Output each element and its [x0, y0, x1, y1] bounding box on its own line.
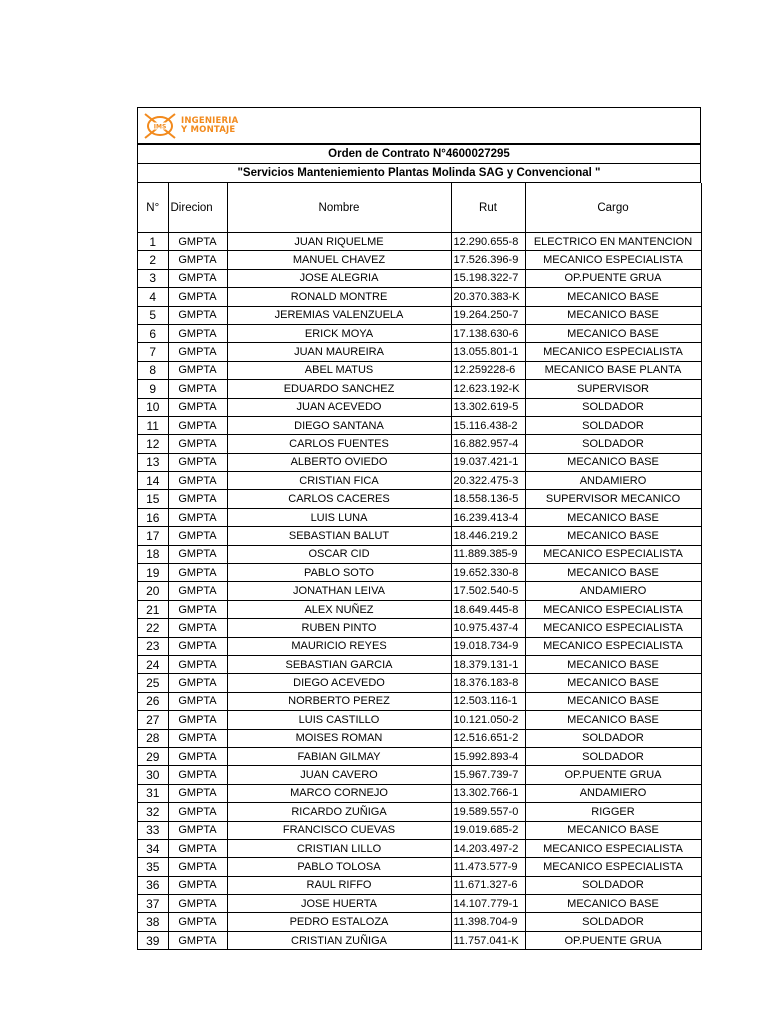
row-rut: 18.446.219.2 — [451, 527, 525, 545]
personnel-table — [138, 183, 702, 950]
row-cargo: MECANICO ESPECIALISTA — [525, 619, 701, 637]
row-cargo: OP.PUENTE GRUA — [525, 931, 701, 949]
row-direccion: GMPTA — [168, 876, 227, 894]
header-rut: Rut — [451, 183, 525, 233]
row-cargo: SOLDADOR — [525, 747, 701, 765]
table-row — [138, 564, 701, 582]
row-number: 5 — [138, 306, 168, 324]
row-direccion: GMPTA — [168, 269, 227, 287]
row-number: 10 — [138, 398, 168, 416]
row-cargo: SOLDADOR — [525, 435, 701, 453]
row-direccion: GMPTA — [168, 453, 227, 471]
table-row — [138, 490, 701, 508]
row-number: 2 — [138, 251, 168, 269]
row-direccion: GMPTA — [168, 380, 227, 398]
row-cargo: RIGGER — [525, 803, 701, 821]
row-rut: 11.398.704-9 — [451, 913, 525, 931]
row-nombre: OSCAR CID — [227, 545, 451, 563]
row-direccion: GMPTA — [168, 637, 227, 655]
row-cargo: OP.PUENTE GRUA — [525, 766, 701, 784]
row-number: 34 — [138, 839, 168, 857]
row-rut: 12.259228-6 — [451, 361, 525, 379]
row-number: 18 — [138, 545, 168, 563]
row-nombre: FRANCISCO CUEVAS — [227, 821, 451, 839]
row-number: 14 — [138, 472, 168, 490]
row-cargo: SUPERVISOR — [525, 380, 701, 398]
row-nombre: ABEL MATUS — [227, 361, 451, 379]
table-row — [138, 343, 701, 361]
row-rut: 17.502.540-5 — [451, 582, 525, 600]
table-body — [138, 233, 701, 950]
row-nombre: MANUEL CHAVEZ — [227, 251, 451, 269]
row-cargo: MECANICO BASE — [525, 692, 701, 710]
table-row — [138, 361, 701, 379]
header-number: N° — [138, 183, 168, 233]
row-number: 11 — [138, 416, 168, 434]
table-header-row — [138, 183, 701, 233]
row-direccion: GMPTA — [168, 508, 227, 526]
row-nombre: PEDRO ESTALOZA — [227, 913, 451, 931]
table-row — [138, 876, 701, 894]
company-logo-icon — [142, 112, 178, 140]
table-row — [138, 251, 701, 269]
table-row — [138, 306, 701, 324]
header-direccion: Direcion — [168, 183, 227, 233]
row-rut: 19.652.330-8 — [451, 564, 525, 582]
header-cargo: Cargo — [525, 183, 701, 233]
row-nombre: JUAN MAUREIRA — [227, 343, 451, 361]
row-direccion: GMPTA — [168, 839, 227, 857]
row-nombre: NORBERTO PEREZ — [227, 692, 451, 710]
row-cargo: MECANICO BASE — [525, 655, 701, 673]
row-number: 24 — [138, 655, 168, 673]
row-nombre: RUBEN PINTO — [227, 619, 451, 637]
row-number: 6 — [138, 324, 168, 342]
row-rut: 20.370.383-K — [451, 288, 525, 306]
row-direccion: GMPTA — [168, 582, 227, 600]
logo-line-2: Y MONTAJE — [181, 124, 236, 135]
row-rut: 12.623.192-K — [451, 380, 525, 398]
row-number: 26 — [138, 692, 168, 710]
header-nombre: Nombre — [227, 183, 451, 233]
row-number: 16 — [138, 508, 168, 526]
row-number: 29 — [138, 747, 168, 765]
row-nombre: MARCO CORNEJO — [227, 784, 451, 802]
row-rut: 16.239.413-4 — [451, 508, 525, 526]
row-direccion: GMPTA — [168, 545, 227, 563]
row-cargo: MECANICO ESPECIALISTA — [525, 545, 701, 563]
logo-line-1: INGENIERIA — [181, 115, 239, 126]
row-direccion: GMPTA — [168, 343, 227, 361]
row-number: 13 — [138, 453, 168, 471]
row-cargo: SOLDADOR — [525, 876, 701, 894]
row-rut: 18.379.131-1 — [451, 655, 525, 673]
row-nombre: FABIAN GILMAY — [227, 747, 451, 765]
row-cargo: SOLDADOR — [525, 416, 701, 434]
table-row — [138, 324, 701, 342]
row-rut: 19.018.734-9 — [451, 637, 525, 655]
row-direccion: GMPTA — [168, 564, 227, 582]
row-number: 31 — [138, 784, 168, 802]
row-direccion: GMPTA — [168, 858, 227, 876]
table-row — [138, 453, 701, 471]
row-rut: 10.975.437-4 — [451, 619, 525, 637]
row-nombre: ALBERTO OVIEDO — [227, 453, 451, 471]
row-nombre: CRISTIAN FICA — [227, 472, 451, 490]
row-nombre: JOSE HUERTA — [227, 895, 451, 913]
table-row — [138, 380, 701, 398]
row-rut: 11.757.041-K — [451, 931, 525, 949]
row-nombre: MOISES ROMAN — [227, 729, 451, 747]
row-number: 30 — [138, 766, 168, 784]
row-direccion: GMPTA — [168, 306, 227, 324]
table-row — [138, 269, 701, 287]
row-cargo: MECANICO BASE — [525, 527, 701, 545]
table-row — [138, 472, 701, 490]
row-cargo: MECANICO BASE — [525, 324, 701, 342]
row-cargo: MECANICO BASE — [525, 453, 701, 471]
row-rut: 15.967.739-7 — [451, 766, 525, 784]
row-rut: 15.198.322-7 — [451, 269, 525, 287]
row-cargo: OP.PUENTE GRUA — [525, 269, 701, 287]
logo-text — [181, 117, 238, 135]
row-nombre: DIEGO ACEVEDO — [227, 674, 451, 692]
contract-sheet — [137, 107, 701, 950]
table-row — [138, 637, 701, 655]
table-row — [138, 435, 701, 453]
row-rut: 12.503.116-1 — [451, 692, 525, 710]
row-rut: 13.302.766-1 — [451, 784, 525, 802]
row-direccion: GMPTA — [168, 600, 227, 618]
row-rut: 19.037.421-1 — [451, 453, 525, 471]
row-number: 20 — [138, 582, 168, 600]
row-number: 15 — [138, 490, 168, 508]
row-rut: 13.302.619-5 — [451, 398, 525, 416]
row-number: 32 — [138, 803, 168, 821]
row-number: 28 — [138, 729, 168, 747]
logo-mark-text: IMS — [153, 122, 167, 130]
row-nombre: PABLO SOTO — [227, 564, 451, 582]
row-cargo: ANDAMIERO — [525, 784, 701, 802]
row-nombre: JEREMIAS VALENZUELA — [227, 306, 451, 324]
row-nombre: LUIS CASTILLO — [227, 711, 451, 729]
logo-row — [138, 108, 701, 144]
row-direccion: GMPTA — [168, 747, 227, 765]
row-nombre: DIEGO SANTANA — [227, 416, 451, 434]
row-rut: 11.473.577-9 — [451, 858, 525, 876]
row-number: 7 — [138, 343, 168, 361]
row-direccion: GMPTA — [168, 398, 227, 416]
table-row — [138, 931, 701, 949]
row-cargo: SUPERVISOR MECANICO — [525, 490, 701, 508]
row-number: 27 — [138, 711, 168, 729]
row-cargo: SOLDADOR — [525, 398, 701, 416]
row-direccion: GMPTA — [168, 324, 227, 342]
row-cargo: MECANICO ESPECIALISTA — [525, 251, 701, 269]
row-rut: 10.121.050-2 — [451, 711, 525, 729]
row-number: 21 — [138, 600, 168, 618]
table-row — [138, 233, 701, 251]
row-rut: 13.055.801-1 — [451, 343, 525, 361]
row-number: 38 — [138, 913, 168, 931]
row-nombre: CARLOS FUENTES — [227, 435, 451, 453]
row-direccion: GMPTA — [168, 821, 227, 839]
row-direccion: GMPTA — [168, 711, 227, 729]
row-nombre: JUAN ACEVEDO — [227, 398, 451, 416]
row-rut: 14.107.779-1 — [451, 895, 525, 913]
table-row — [138, 545, 701, 563]
row-number: 19 — [138, 564, 168, 582]
row-direccion: GMPTA — [168, 361, 227, 379]
row-direccion: GMPTA — [168, 674, 227, 692]
row-rut: 14.203.497-2 — [451, 839, 525, 857]
table-row — [138, 600, 701, 618]
row-rut: 11.671.327-6 — [451, 876, 525, 894]
row-direccion: GMPTA — [168, 288, 227, 306]
row-cargo: MECANICO BASE — [525, 564, 701, 582]
row-rut: 11.889.385-9 — [451, 545, 525, 563]
row-rut: 18.649.445-8 — [451, 600, 525, 618]
row-rut: 12.516.651-2 — [451, 729, 525, 747]
row-direccion: GMPTA — [168, 472, 227, 490]
table-row — [138, 747, 701, 765]
table-row — [138, 729, 701, 747]
row-rut: 17.138.630-6 — [451, 324, 525, 342]
table-row — [138, 288, 701, 306]
row-direccion: GMPTA — [168, 931, 227, 949]
table-row — [138, 858, 701, 876]
row-rut: 20.322.475-3 — [451, 472, 525, 490]
row-direccion: GMPTA — [168, 416, 227, 434]
table-row — [138, 674, 701, 692]
row-number: 22 — [138, 619, 168, 637]
row-direccion: GMPTA — [168, 803, 227, 821]
table-row — [138, 416, 701, 434]
row-cargo: SOLDADOR — [525, 729, 701, 747]
table-row — [138, 766, 701, 784]
row-rut: 18.558.136-5 — [451, 490, 525, 508]
row-nombre: ERICK MOYA — [227, 324, 451, 342]
row-nombre: PABLO TOLOSA — [227, 858, 451, 876]
row-cargo: MECANICO ESPECIALISTA — [525, 858, 701, 876]
row-nombre: MAURICIO REYES — [227, 637, 451, 655]
row-cargo: MECANICO ESPECIALISTA — [525, 343, 701, 361]
contract-subtitle: "Servicios Manteniemiento Plantas Molinda SAG y Convencional " — [138, 164, 701, 183]
row-number: 4 — [138, 288, 168, 306]
row-cargo: SOLDADOR — [525, 913, 701, 931]
table-row — [138, 655, 701, 673]
row-rut: 17.526.396-9 — [451, 251, 525, 269]
row-cargo: MECANICO ESPECIALISTA — [525, 600, 701, 618]
row-number: 8 — [138, 361, 168, 379]
row-nombre: JONATHAN LEIVA — [227, 582, 451, 600]
row-number: 35 — [138, 858, 168, 876]
row-nombre: ALEX NUÑEZ — [227, 600, 451, 618]
row-direccion: GMPTA — [168, 490, 227, 508]
row-cargo: MECANICO ESPECIALISTA — [525, 839, 701, 857]
row-nombre: JUAN CAVERO — [227, 766, 451, 784]
table-row — [138, 398, 701, 416]
row-cargo: MECANICO BASE PLANTA — [525, 361, 701, 379]
row-cargo: ELECTRICO EN MANTENCION — [525, 233, 701, 251]
row-rut: 19.589.557-0 — [451, 803, 525, 821]
row-number: 3 — [138, 269, 168, 287]
row-number: 33 — [138, 821, 168, 839]
row-rut: 16.882.957-4 — [451, 435, 525, 453]
row-direccion: GMPTA — [168, 619, 227, 637]
row-cargo: ANDAMIERO — [525, 472, 701, 490]
row-number: 25 — [138, 674, 168, 692]
row-nombre: CARLOS CACERES — [227, 490, 451, 508]
row-cargo: MECANICO BASE — [525, 895, 701, 913]
table-row — [138, 821, 701, 839]
row-nombre: LUIS LUNA — [227, 508, 451, 526]
row-rut: 19.019.685-2 — [451, 821, 525, 839]
row-nombre: RONALD MONTRE — [227, 288, 451, 306]
row-number: 37 — [138, 895, 168, 913]
table-row — [138, 803, 701, 821]
table-row — [138, 913, 701, 931]
row-direccion: GMPTA — [168, 692, 227, 710]
row-direccion: GMPTA — [168, 655, 227, 673]
row-cargo: MECANICO BASE — [525, 288, 701, 306]
row-number: 9 — [138, 380, 168, 398]
row-direccion: GMPTA — [168, 233, 227, 251]
row-direccion: GMPTA — [168, 527, 227, 545]
row-rut: 18.376.183-8 — [451, 674, 525, 692]
row-rut: 12.290.655-8 — [451, 233, 525, 251]
row-cargo: MECANICO BASE — [525, 306, 701, 324]
contract-title: Orden de Contrato N°4600027295 — [138, 144, 701, 164]
table-row — [138, 692, 701, 710]
row-number: 12 — [138, 435, 168, 453]
row-nombre: SEBASTIAN GARCIA — [227, 655, 451, 673]
row-cargo: ANDAMIERO — [525, 582, 701, 600]
table-row — [138, 895, 701, 913]
row-nombre: EDUARDO SANCHEZ — [227, 380, 451, 398]
row-cargo: MECANICO BASE — [525, 711, 701, 729]
row-nombre: CRISTIAN ZUÑIGA — [227, 931, 451, 949]
row-rut: 15.992.893-4 — [451, 747, 525, 765]
table-row — [138, 711, 701, 729]
row-cargo: MECANICO BASE — [525, 508, 701, 526]
row-cargo: MECANICO BASE — [525, 674, 701, 692]
row-direccion: GMPTA — [168, 435, 227, 453]
row-direccion: GMPTA — [168, 913, 227, 931]
row-nombre: JOSE ALEGRIA — [227, 269, 451, 287]
table-row — [138, 784, 701, 802]
table-row — [138, 619, 701, 637]
row-direccion: GMPTA — [168, 729, 227, 747]
row-cargo: MECANICO ESPECIALISTA — [525, 637, 701, 655]
row-number: 1 — [138, 233, 168, 251]
row-nombre: CRISTIAN LILLO — [227, 839, 451, 857]
table-row — [138, 508, 701, 526]
table-row — [138, 582, 701, 600]
row-nombre: SEBASTIAN BALUT — [227, 527, 451, 545]
row-cargo: MECANICO BASE — [525, 821, 701, 839]
row-direccion: GMPTA — [168, 895, 227, 913]
row-number: 23 — [138, 637, 168, 655]
row-nombre: RAUL RIFFO — [227, 876, 451, 894]
row-number: 17 — [138, 527, 168, 545]
row-direccion: GMPTA — [168, 784, 227, 802]
table-row — [138, 839, 701, 857]
row-nombre: RICARDO ZUÑIGA — [227, 803, 451, 821]
row-rut: 19.264.250-7 — [451, 306, 525, 324]
row-rut: 15.116.438-2 — [451, 416, 525, 434]
row-direccion: GMPTA — [168, 251, 227, 269]
row-direccion: GMPTA — [168, 766, 227, 784]
table-row — [138, 527, 701, 545]
row-number: 39 — [138, 931, 168, 949]
row-nombre: JUAN RIQUELME — [227, 233, 451, 251]
row-number: 36 — [138, 876, 168, 894]
